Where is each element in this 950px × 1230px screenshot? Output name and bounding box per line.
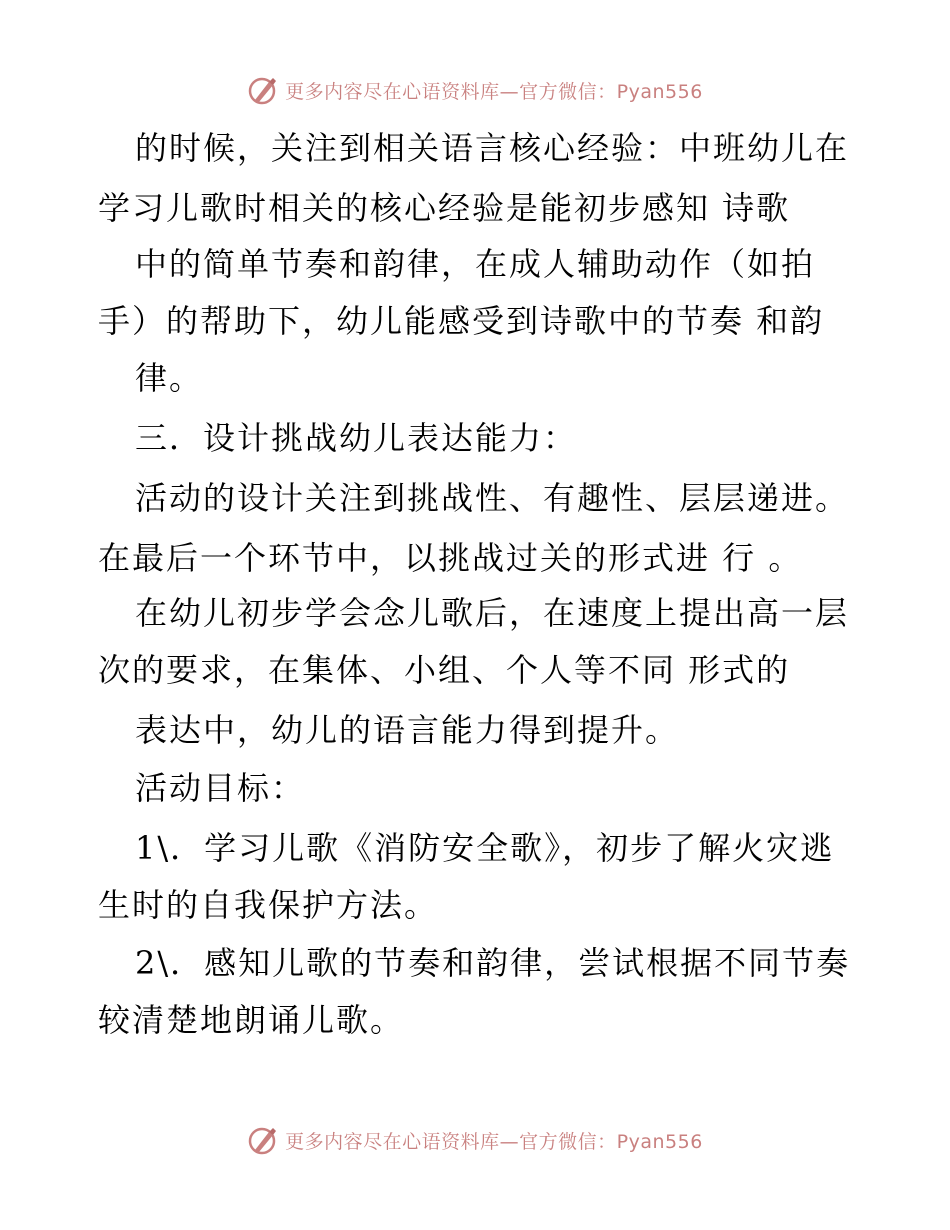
header-watermark bbox=[0, 70, 950, 110]
footer-watermark bbox=[0, 1120, 950, 1160]
text-line: 在幼儿初步学会念儿歌后，在速度上提出高一层 bbox=[135, 594, 850, 632]
text-line: 较清楚地朗诵儿歌。 bbox=[98, 1001, 405, 1039]
text-line: 2\．感知儿歌的节奏和韵律，尝试根据不同节奏 bbox=[135, 944, 851, 982]
pen-logo-icon bbox=[247, 74, 279, 106]
text-line: 1\．学习儿歌《消防安全歌》，初步了解火灾逃 bbox=[135, 829, 835, 867]
pen-logo-icon bbox=[247, 1124, 279, 1156]
watermark-text: 更多内容尽在心语资料库—官方微信：Pyan556 bbox=[285, 80, 703, 103]
text-line: 中的简单节奏和韵律，在成人辅助动作（如拍 bbox=[135, 245, 816, 283]
text-line: 生时的自我保护方法。 bbox=[98, 886, 439, 924]
text-line: 次的要求，在集体、小组、个人等不同 形式的 bbox=[98, 651, 791, 689]
text-line: 在最后一个环节中，以挑战过关的形式进 行 。 bbox=[98, 539, 803, 577]
watermark-text: 更多内容尽在心语资料库—官方微信：Pyan556 bbox=[285, 1130, 703, 1153]
text-line: 律。 bbox=[135, 359, 204, 397]
section-heading: 三．设计挑战幼儿表达能力： bbox=[135, 419, 578, 457]
text-line: 表达中，幼儿的语言能力得到提升。 bbox=[135, 711, 680, 749]
text-line: 活动的设计关注到挑战性、有趣性、层层递进。 bbox=[135, 479, 850, 517]
text-line: 手）的帮助下，幼儿能感受到诗歌中的节奏 和韵 bbox=[98, 302, 825, 340]
text-line: 的时候，关注到相关语言核心经验：中班幼儿在 bbox=[135, 129, 850, 167]
text-line: 学习儿歌时相关的核心经验是能初步感知 诗歌 bbox=[98, 189, 791, 227]
section-heading: 活动目标： bbox=[135, 769, 306, 807]
